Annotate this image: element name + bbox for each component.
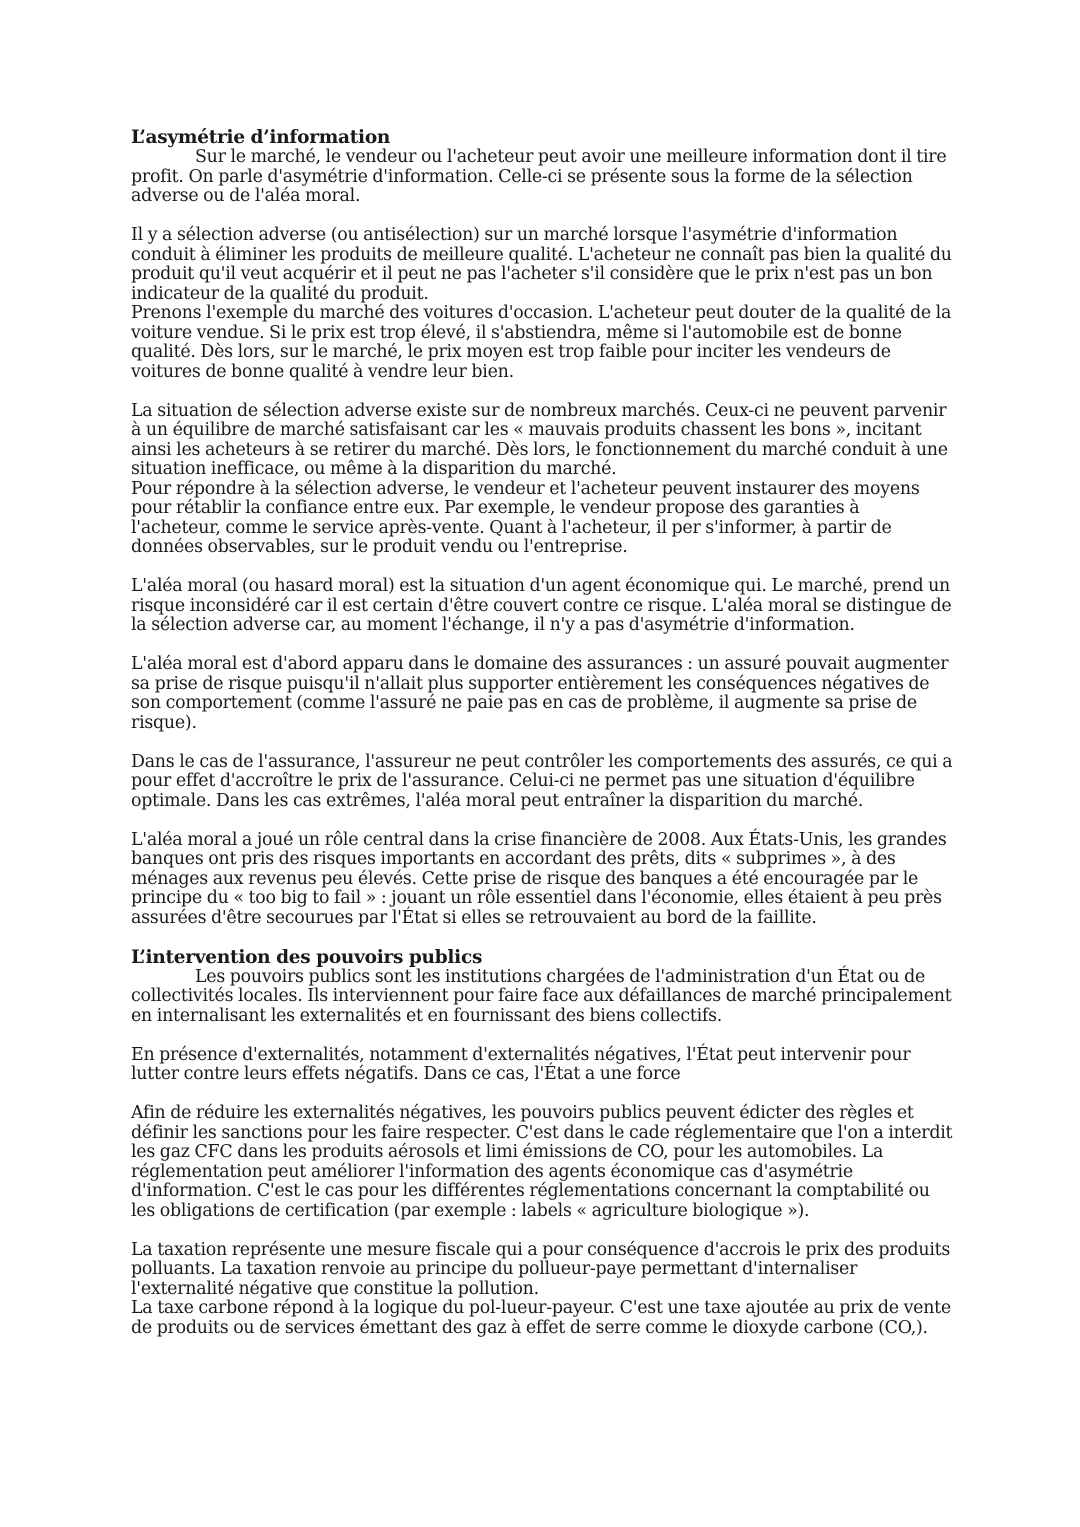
paragraph: En présence d'externalités, notamment d'externalités négatives, l'État peut intervenir pour lutter contre leurs effets négatifs. Dans ce cas, l'État a une force (131, 1044, 911, 1084)
paragraph: Prenons l'exemple du marché des voitures d'occasion. L'acheteur peut douter de la qualité de la voiture vendue. Si le prix est trop élevé, il s'abstiendra, même si l'automobile est de bonne qualité. Dès lors, sur le marché, le prix moyen est trop faible pour inciter les vendeurs de voitures de bonne qualité à vendre leur bien. (131, 303, 952, 382)
paragraph: L'aléa moral est d'abord apparu dans le domaine des assurances : un assuré pouvait augmenter sa prise de risque puisqu'il n'allait plus supporter entièrement les conséquences négatives de son comportement (comme l'assuré ne paie pas en cas de problème, il augmente sa prise de risque). (131, 654, 949, 733)
paragraph: Sur le marché, le vendeur ou l'acheteur peut avoir une meilleure information dont il tire profit. On parle d'asymétrie d'information. Celle-ci se présente sous la forme de la sélection adverse ou de l'aléa moral. (131, 147, 947, 206)
paragraph: L'aléa moral a joué un rôle central dans la crise financière de 2008. Aux États-Unis, les grandes banques ont pris des risques importants en accordant des prêts, dits « subprimes », à des ménages aux revenus peu élevés. Cette prise de risque des banques a été encouragée par le principe du « too big to fail » : jouant un rôle essentiel dans l'économie, elles étaient à peu près assurées d'être secourues par l'État si elles se retrouvaient au bord de la faillite. (131, 829, 947, 928)
paragraph: Dans le cas de l'assurance, l'assureur ne peut contrôler les comportements des assurés, ce qui a pour effet d'accroître le prix de l'assurance. Celui-ci ne permet pas une situation d'équilibre optimale. Dans les cas extrêmes, l'aléa moral peut entraîner la disparition du marché. (131, 751, 953, 811)
paragraph: L'aléa moral (ou hasard moral) est la situation d'un agent économique qui. Le marché, prend un risque inconsidéré car il est certain d'être couvert contre ce risque. L'aléa moral se distingue de la sélection adverse car, au moment l'échange, il n'y a pas d'asymétrie d'information. (131, 576, 952, 635)
section-heading-public-intervention: L’intervention des pouvoirs publics (131, 946, 483, 968)
paragraph: Il y a sélection adverse (ou antisélection) sur un marché lorsque l'asymétrie d'information conduit à éliminer les produits de meilleure qualité. L'acheteur ne connaît pas bien la qualité du produit qu'il veut acquérir et il peut ne pas l'acheter s'il considère que le prix n'est pas un bon indicateur de la qualité du produit. (131, 225, 952, 304)
paragraph: Les pouvoirs publics sont les institutions chargées de l'administration d'un État ou de collectivités locales. Ils interviennent pour faire face aux défaillances de marché principalement en internalisant les externalités et en fournissant des biens collectifs. (131, 966, 952, 1026)
paragraph: La situation de sélection adverse existe sur de nombreux marchés. Ceux-ci ne peuvent parvenir à un équilibre de marché satisfaisant car les « mauvais produits chassent les bons », incitant ainsi les acheteurs à se retirer du marché. Dès lors, le fonctionnement du marché conduit à une situation inefficace, ou même à la disparition du marché. (131, 400, 948, 479)
paragraph: Pour répondre à la sélection adverse, le vendeur et l'acheteur peuvent instaurer des moyens pour rétablir la confiance entre eux. Par exemple, le vendeur propose des garanties à l'acheteur, comme le service après-vente. Quant à l'acheteur, il per s'informer, à partir de données observables, sur le produit vendu ou l'entreprise. (131, 478, 920, 557)
paragraph: Afin de réduire les externalités négatives, les pouvoirs publics peuvent édicter des règles et définir les sanctions pour les faire respecter. C'est dans le cade réglementaire que l'on a interdit les gaz CFC dans les produits aérosols et limi émissions de CO, pour les automobiles. La réglementation peut améliorer l'information des agents économique cas d'asymétrie d'information. C'est le cas pour les différentes réglementations concernant la comptabilité ou les obligations de certification (par exemple : labels « agriculture biologique »). (131, 1103, 953, 1221)
paragraph: La taxe carbone répond à la logique du pol-lueur-payeur. C'est une taxe ajoutée au prix de vente de produits ou de services émettant des gaz à effet de serre comme le dioxyde carbone (CO,). (131, 1298, 951, 1338)
paragraph: La taxation représente une mesure fiscale qui a pour conséquence d'accrois le prix des produits polluants. La taxation renvoie au principe du pollueur-paye permettant d'internaliser l'externalité négative que constitue la pollution. (131, 1239, 951, 1299)
section-heading-asymmetry: L’asymétrie d’information (131, 127, 391, 148)
document-page (131, 128, 953, 1338)
